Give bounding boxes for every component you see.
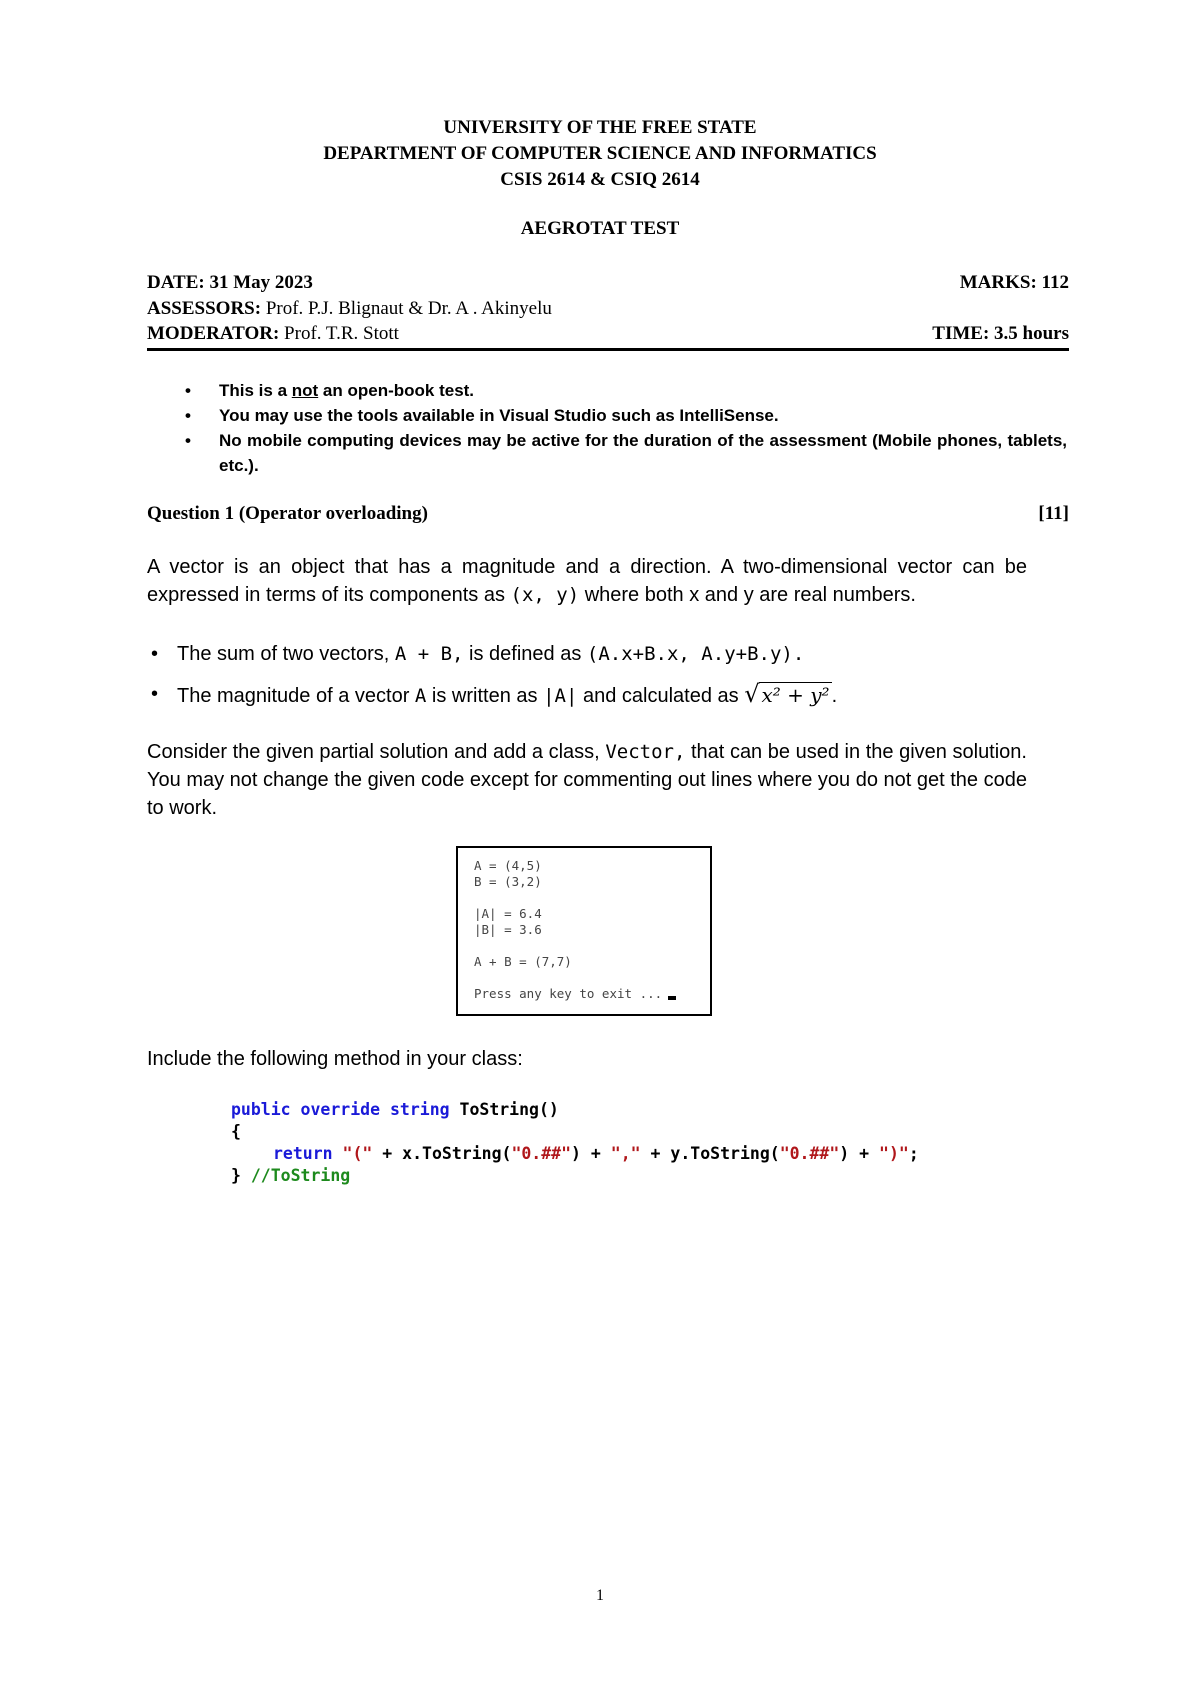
instruction-item: • This is a not an open-book test. xyxy=(147,378,1067,403)
consider-paragraph: Consider the given partial solution and add a class, Vector, that can be used in the given solution. You may not change the given code except for commenting out lines where you do not get the code to work. xyxy=(147,741,1027,819)
console-line: |A| = 6.4 xyxy=(474,906,542,921)
sqrt-formula: √ x² + y² xyxy=(744,680,830,708)
marks-total: MARKS: 112 xyxy=(959,272,1069,293)
definition-sum: • The sum of two vectors, A + B, is defined as (A.x+B.x, A.y+B.y). xyxy=(147,640,1027,668)
department-name: DEPARTMENT OF COMPUTER SCIENCE AND INFORMATICS xyxy=(323,143,877,164)
sqrt-icon: √ xyxy=(744,680,760,708)
definition-magnitude: • The magnitude of a vector A is written as |A| and calculated as √ x² + y² . xyxy=(151,680,838,708)
console-line: Press any key to exit ... xyxy=(474,986,710,1002)
include-instruction: Include the following method in your class: xyxy=(147,1048,523,1070)
code-line: } //ToString xyxy=(231,1166,351,1185)
time-allowed: TIME: 3.5 hours xyxy=(932,323,1069,344)
date-label: DATE: xyxy=(147,272,205,293)
instruction-item: • No mobile computing devices may be active for the duration of the assessment (Mobile phones, tablets, etc.). xyxy=(147,428,1067,478)
intro-paragraph: A vector is an object that has a magnitude and a direction. A two-dimensional vector can be expressed in terms of its components as (x, y) where both x and y are real numbers. xyxy=(147,556,1027,606)
date-row xyxy=(147,270,1069,296)
assessors-label: ASSESSORS: xyxy=(147,298,262,319)
question-topic: (Operator overloading) xyxy=(238,503,428,524)
date-value: 31 May 2023 xyxy=(209,272,313,293)
question-marks: [11] xyxy=(1038,503,1069,524)
console-line: A + B = (7,7) xyxy=(474,954,572,969)
code-line: { xyxy=(231,1122,241,1141)
moderator-row xyxy=(147,321,1069,347)
console-line: |B| = 3.6 xyxy=(474,922,542,937)
course-codes: CSIS 2614 & CSIQ 2614 xyxy=(500,169,700,190)
code-line: return "(" + x.ToString("0.##") + "," + y.ToString("0.##") + ")"; xyxy=(273,1144,919,1163)
assessors-row xyxy=(147,296,1069,322)
page-number: 1 xyxy=(596,1587,604,1604)
document-header xyxy=(0,115,1200,193)
bullet-icon: • xyxy=(185,381,191,400)
console-output-screenshot xyxy=(456,846,712,1016)
code-snippet xyxy=(231,1099,919,1187)
console-line: B = (3,2) xyxy=(474,874,542,889)
instructions-list xyxy=(147,378,1067,478)
bullet-icon: • xyxy=(185,406,191,425)
bullet-icon: • xyxy=(151,683,159,705)
moderator-label: MODERATOR: xyxy=(147,323,280,344)
assessors-value: Prof. P.J. Blignaut & Dr. A . Akinyelu xyxy=(265,298,552,319)
console-line: A = (4,5) xyxy=(474,858,542,873)
test-title: AEGROTAT TEST xyxy=(520,218,680,239)
question-heading xyxy=(147,503,1069,525)
code-line: public override string ToString() xyxy=(231,1100,559,1119)
bullet-icon: • xyxy=(185,431,191,450)
moderator-value: Prof. T.R. Stott xyxy=(284,323,399,344)
bullet-icon: • xyxy=(151,643,159,665)
university-name: UNIVERSITY OF THE FREE STATE xyxy=(443,117,757,138)
cursor-icon xyxy=(668,996,676,1000)
header-divider xyxy=(147,348,1069,351)
question-label: Question 1 xyxy=(147,503,235,524)
instruction-item: • You may use the tools available in Visual Studio such as IntelliSense. xyxy=(147,403,1067,428)
